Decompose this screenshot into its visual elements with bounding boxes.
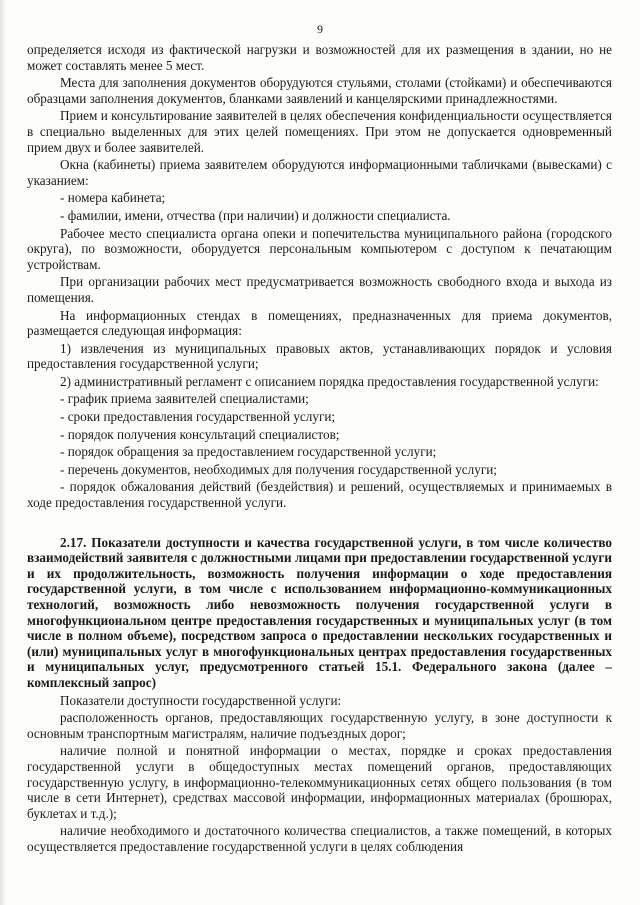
paragraph: наличие необходимого и достаточного количества специалистов, а также помещений, в которых осуществляется предоставление государственной услуги в целях соблюдения <box>27 823 612 854</box>
page-number: 9 <box>317 22 323 36</box>
paragraph: На информационных стендах в помещениях, предназначенных для приема документов, размещается следующая информация: <box>27 307 612 339</box>
paragraph: Прием и консультирование заявителей в целях обеспечения конфиденциальности осуществляется в специально выделенных для этих целей помещениях. При этом не допускается одновременный прием двух и более заявителей. <box>27 108 612 155</box>
list-item: - перечень документов, необходимых для получения государственной услуги; <box>60 461 497 477</box>
list-item: - фамилии, имени, отчества (при наличии) и должности специалиста. <box>60 207 451 223</box>
scan-edge-shadow <box>0 0 6 905</box>
paragraph: 2) административный регламент с описанием порядка предоставления государственной услуги: <box>60 373 599 389</box>
paragraph: наличие полной и понятной информации о местах, порядке и сроках предоставления государственной услуги в общедоступных местах помещений органов, предоставляющих государственную услугу, в информационно-телекоммуникационных сетях общего пользования (в том числе в сети Интернет), средствах массовой информации, информационных материалах (брошюрах, буклетах и т.д.); <box>27 743 612 821</box>
list-item: - сроки предоставления государственной услуги; <box>60 409 336 425</box>
paragraph: определяется исходя из фактической нагрузки и возможностей для их размещения в здании, но не может составлять менее 5 мест. <box>27 42 612 73</box>
paragraph: 1) извлечения из муниципальных правовых актов, устанавливающих порядок и условия предоставления государственной услуги; <box>27 340 612 372</box>
section-heading: 2.17. Показатели доступности и качества государственной услуги, в том числе количество взаимодействий заявителя с должностными лицами при предоставлении государственной услуги и их продолжительность, возможность получения информации о ходе предоставления государственной услуги, в том числе с использованием информационно-коммуникационных технологий, возможность либо невозможность получения государственной услуги в многофункциональном центре предоставления государственных и муниципальных услуг (в том числе в полном объеме), посредством запроса о предоставлении нескольких государственных и (или) муниципальных услуг в многофункциональных центрах предоставления государственных и муниципальных услуг, предусмотренного статьей 15.1. Федерального закона (далее – комплексный запрос) <box>27 534 612 690</box>
paragraph: Места для заполнения документов оборудуются стульями, столами (стойками) и обеспечиваются образцами заполнения документов, бланками заявлений и канцелярскими принадлежностями. <box>27 75 612 106</box>
paragraph: При организации рабочих мест предусматривается возможность свободного входа и выхода из помещения. <box>27 274 612 305</box>
document-body <box>27 42 612 857</box>
paragraph: Показатели доступности государственной услуги: <box>60 692 342 708</box>
paragraph: Рабочее место специалиста органа опеки и попечительства муниципального района (городского округа), по возможности, оборудуется персональным компьютером с доступом к печатающим устройствам. <box>27 225 612 272</box>
list-item: - порядок обращения за предоставлением государственной услуги; <box>60 444 437 460</box>
list-item: - номера кабинета; <box>60 190 166 206</box>
paragraph: Окна (кабинеты) приема заявителем оборудуются информационными табличками (вывесками) с указанием: <box>27 157 612 188</box>
paragraph: расположенность органов, предоставляющих государственную услугу, в зоне доступности к основным транспортным магистралям, наличие подъездных дорог; <box>27 710 612 741</box>
list-item: - порядок получения консультаций специалистов; <box>60 426 340 442</box>
list-item: - график приема заявителей специалистами; <box>60 391 309 407</box>
section-spacer <box>27 513 612 535</box>
paragraph: - порядок обжалования действий (бездействия) и решений, осуществляемых и принимаемых в ходе предоставления государственной услуги. <box>27 479 612 511</box>
